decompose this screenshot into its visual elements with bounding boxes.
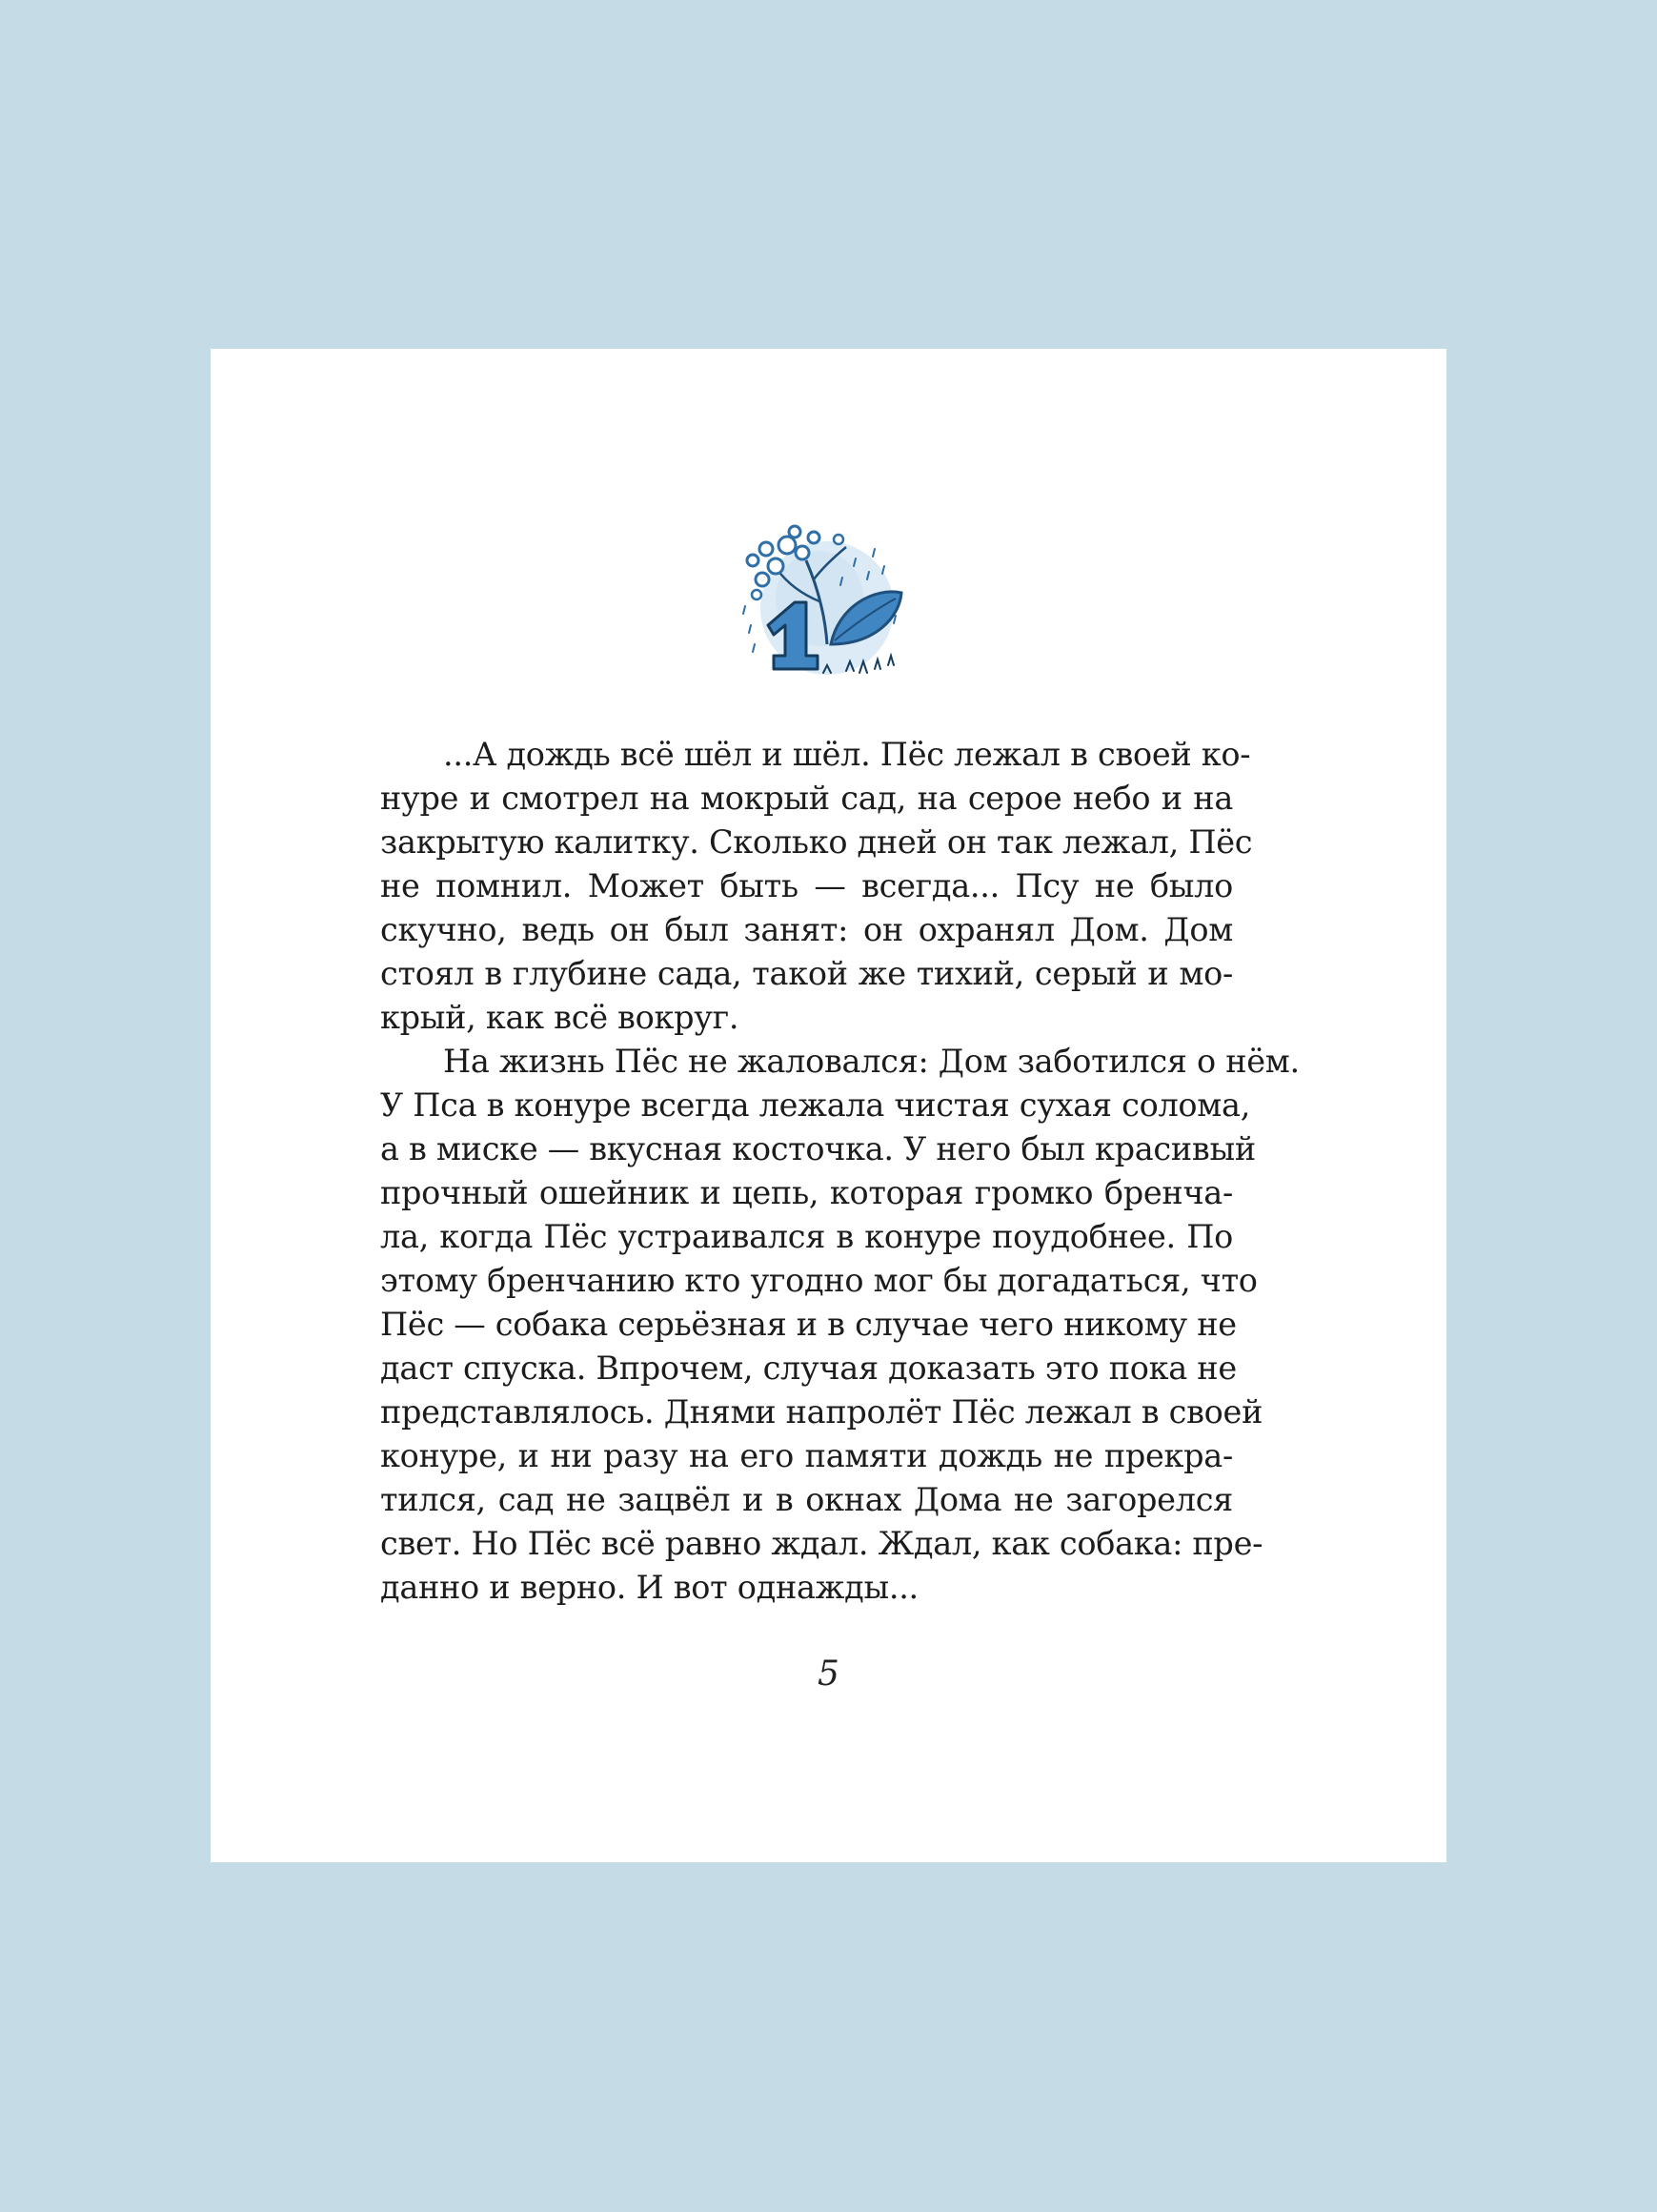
text-line: нуре и смотрел на мокрый сад, на серое небо и на [380,780,1233,817]
chapter-one-flower-icon [732,511,922,692]
chapter-text [380,733,1300,1610]
text-line: не помнил. Может быть — всегда... Псу не было [380,867,1233,904]
text-line: тился, сад не зацвёл и в окнах Дома не загорелся [380,1481,1233,1518]
text-line: закрытую калитку. Сколько дней он так лежал, Пёс [380,823,1253,861]
text-line: а в миске — вкусная косточка. У него был красивый [380,1130,1256,1167]
text-line: ла, когда Пёс устраивался в конуре поудобнее. По [380,1218,1233,1255]
text-line: конуре, и ни разу на его памяти дождь не прекра- [380,1437,1233,1474]
book-page [211,349,1446,1862]
text-line: крый, как всё вокруг. [380,999,739,1036]
text-line: У Пса в конуре всегда лежала чистая сухая солома, [380,1086,1251,1124]
chapter-number-illustration [732,511,922,692]
text-line: На жизнь Пёс не жаловался: Дом заботился о нём. [443,1043,1300,1080]
text-line: свет. Но Пёс всё равно ждал. Ждал, как собака: пре- [380,1525,1263,1562]
text-line: прочный ошейник и цепь, которая громко бренча- [380,1174,1233,1211]
text-line: Пёс — собака серьёзная и в случае чего никому не [380,1306,1237,1343]
text-line: ...А дождь всё шёл и шёл. Пёс лежал в своей ко- [443,736,1251,773]
text-line: представлялось. Днями напролёт Пёс лежал в своей [380,1393,1263,1431]
text-line: этому бренчанию кто угодно мог бы догадаться, что [380,1262,1258,1299]
text-line: данно и верно. И вот однажды... [380,1569,919,1606]
paragraph [380,733,1253,1040]
paragraph [380,1040,1300,1610]
text-line: скучно, ведь он был занят: он охранял Дом. Дом [380,911,1233,948]
text-line: даст спуска. Впрочем, случая доказать это пока не [380,1350,1237,1387]
text-line: стоял в глубине сада, такой же тихий, серый и мо- [380,955,1233,992]
page-number: 5 [818,1654,839,1694]
